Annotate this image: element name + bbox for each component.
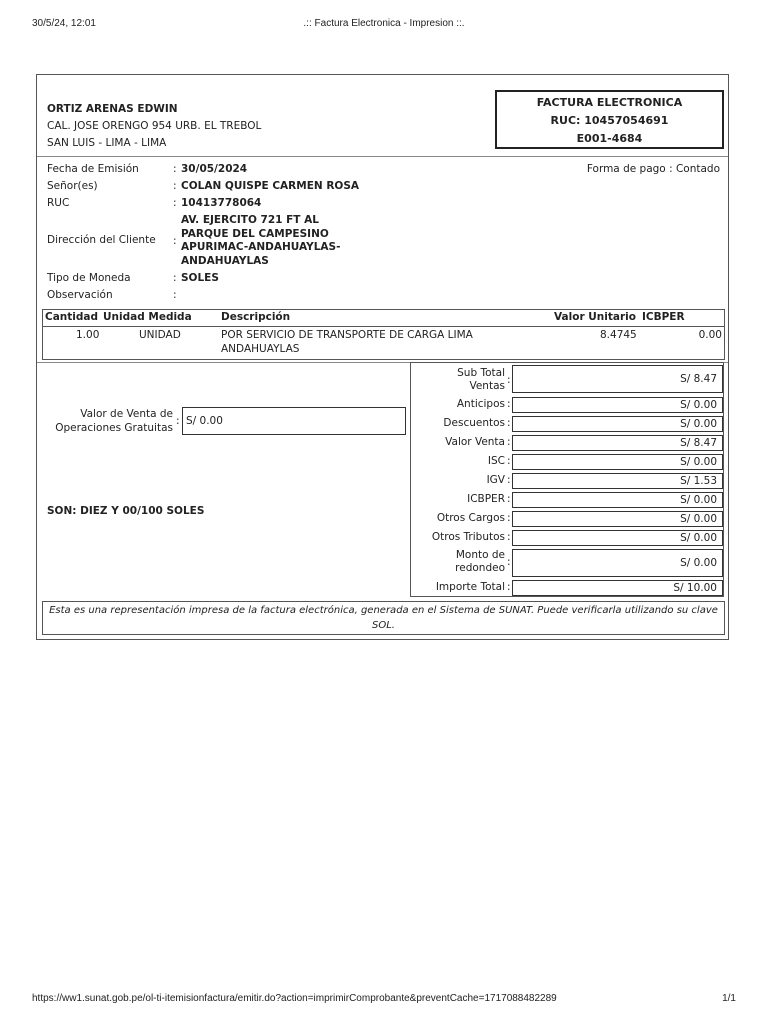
print-title: .:: Factura Electronica - Impresion ::. [303, 18, 465, 29]
gratuitas-label-line1: Valor de Venta de [80, 408, 173, 420]
separator: : [507, 374, 511, 386]
total-label-redondeo [411, 549, 505, 575]
total-value-igv: S/ 1.53 [512, 473, 723, 489]
separator: : [507, 556, 511, 568]
separator: : [507, 398, 511, 410]
separator: : [507, 531, 511, 543]
total-label-importe-total: Importe Total [435, 581, 505, 593]
separator: : [173, 272, 177, 284]
cell-icbper: 0.00 [698, 329, 722, 341]
amount-in-words: SON: DIEZ Y 00/100 SOLES [47, 505, 205, 517]
total-label-valor-venta: Valor Venta [445, 436, 505, 448]
separator: : [507, 493, 511, 505]
ruc-value: 10413778064 [181, 197, 262, 209]
document-ruc: RUC: 10457054691 [550, 114, 669, 127]
document-number: E001-4684 [576, 132, 643, 145]
fecha-value: 30/05/2024 [181, 163, 248, 175]
total-label-igv: IGV [486, 474, 505, 486]
issuer-address-line2: SAN LUIS - LIMA - LIMA [47, 137, 167, 149]
separator: : [173, 163, 177, 175]
direccion-line: AV. EJERCITO 721 FT AL [181, 214, 319, 226]
total-value-subtotal: S/ 8.47 [512, 365, 723, 393]
cell-descripcion-line1: POR SERVICIO DE TRANSPORTE DE CARGA LIMA [221, 329, 473, 341]
col-unidad: Unidad Medida [103, 311, 192, 323]
separator: : [173, 197, 177, 209]
separator: : [173, 235, 177, 247]
total-value-otros-cargos: S/ 0.00 [512, 511, 723, 527]
cell-valor-unitario: 8.4745 [600, 329, 637, 341]
divider [37, 156, 728, 157]
separator: : [507, 417, 511, 429]
total-label-icbper: ICBPER [467, 493, 505, 505]
totals-panel [410, 362, 724, 597]
print-url: https://ww1.sunat.gob.pe/ol-ti-itemisionfactura/emitir.do?action=imprimirComprobante&preventCache=1717088482289 [32, 993, 557, 1004]
print-datetime: 30/5/24, 12:01 [32, 18, 96, 29]
col-icbper: ICBPER [642, 311, 685, 323]
senor-label: Señor(es) [47, 180, 98, 192]
total-value-descuentos: S/ 0.00 [512, 416, 723, 432]
separator: : [507, 581, 511, 593]
cell-descripcion-line2: ANDAHUAYLAS [221, 343, 300, 355]
direccion-line: ANDAHUAYLAS [181, 254, 269, 267]
total-value-valor-venta: S/ 8.47 [512, 435, 723, 451]
total-value-icbper: S/ 0.00 [512, 492, 723, 508]
gratuitas-value: S/ 0.00 [182, 407, 406, 435]
separator: : [173, 180, 177, 192]
direccion-line: APURIMAC-ANDAHUAYLAS- [181, 241, 341, 253]
observacion-label: Observación [47, 289, 113, 301]
separator: : [507, 455, 511, 467]
total-label-isc: ISC [487, 455, 505, 467]
separator: : [507, 512, 511, 524]
total-label-line: Ventas [469, 380, 505, 392]
col-valor-unitario: Valor Unitario [554, 311, 636, 323]
separator: : [176, 415, 180, 427]
moneda-label: Tipo de Moneda [47, 272, 131, 284]
document-type: FACTURA ELECTRONICA [536, 96, 683, 109]
total-label-descuentos: Descuentos [443, 417, 505, 429]
ruc-label: RUC [47, 197, 70, 209]
total-label-line: Monto de [455, 549, 505, 561]
direccion-value [181, 214, 340, 268]
items-header [43, 310, 724, 327]
direccion-line: PARQUE DEL CAMPESINO [181, 227, 329, 240]
total-value-importe-total: S/ 10.00 [512, 580, 723, 596]
direccion-label: Dirección del Cliente [47, 234, 156, 246]
document-id-box [495, 90, 724, 149]
cell-cantidad: 1.00 [76, 329, 100, 341]
gratuitas-label-line2: Operaciones Gratuitas [55, 422, 173, 434]
separator: : [507, 474, 511, 486]
total-label-line: Sub Total [457, 367, 505, 379]
total-label-otros-cargos: Otros Cargos [436, 512, 505, 524]
items-table [42, 309, 725, 360]
moneda-value: SOLES [181, 272, 219, 284]
total-value-redondeo: S/ 0.00 [512, 549, 723, 577]
separator: : [173, 289, 177, 301]
total-value-anticipos: S/ 0.00 [512, 397, 723, 413]
fecha-label: Fecha de Emisión [47, 163, 139, 175]
issuer-address-line1: CAL. JOSE ORENGO 954 URB. EL TREBOL [47, 120, 262, 132]
total-label-anticipos: Anticipos [456, 398, 505, 410]
print-page-number: 1/1 [722, 993, 736, 1004]
col-cantidad: Cantidad [45, 311, 99, 323]
cell-unidad: UNIDAD [139, 329, 181, 341]
invoice [36, 74, 729, 640]
total-value-isc: S/ 0.00 [512, 454, 723, 470]
col-descripcion: Descripción [221, 311, 291, 323]
total-label-subtotal [411, 367, 505, 393]
sunat-disclaimer: Esta es una representación impresa de la factura electrónica, generada en el Sistema de SUNAT. Puede verificarla utilizando su clave SOL. [42, 601, 725, 635]
senor-value: COLAN QUISPE CARMEN ROSA [181, 180, 360, 192]
issuer-name: ORTIZ ARENAS EDWIN [47, 103, 178, 115]
total-label-otros-tributos: Otros Tributos [431, 531, 505, 543]
separator: : [507, 436, 511, 448]
total-label-line: redondeo [455, 562, 505, 574]
gratuitas-label [47, 407, 173, 435]
total-value-otros-tributos: S/ 0.00 [512, 530, 723, 546]
forma-pago: Forma de pago : Contado [586, 163, 720, 175]
